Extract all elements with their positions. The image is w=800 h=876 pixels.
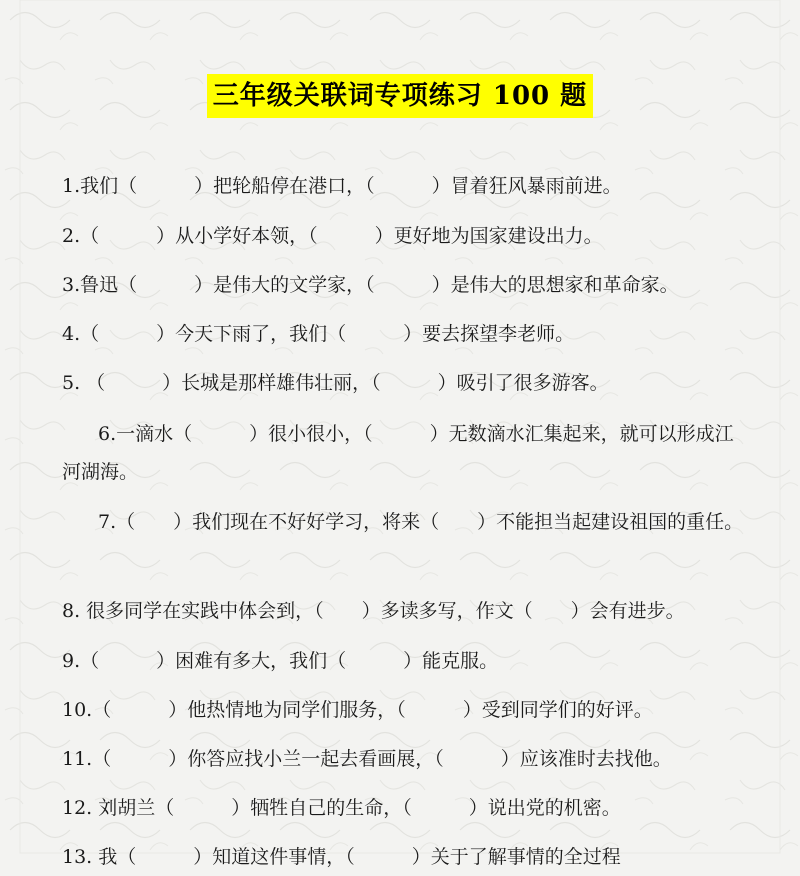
question-11: 11.（ ）你答应找小兰一起去看画展，（ ）应该准时去找他。 [62, 748, 672, 770]
question-12: 12. 刘胡兰（ ）牺牲自己的生命，（ ）说出党的机密。 [62, 797, 621, 819]
question-5: 5. （ ）长城是那样雄伟壮丽，（ ）吸引了很多游客。 [62, 372, 609, 394]
title-container [0, 74, 800, 118]
question-3: 3.鲁迅（ ）是伟大的文学家，（ ）是伟大的思想家和革命家。 [62, 274, 679, 296]
question-1: 1.我们（ ）把轮船停在港口，（ ）冒着狂风暴雨前进。 [62, 175, 622, 197]
question-2: 2.（ ）从小学好本领，（ ）更好地为国家建设出力。 [62, 225, 603, 247]
question-13: 13. 我（ ）知道这件事情，（ ）关于了解事情的全过程 [62, 846, 621, 868]
question-7: 7.（ ）我们现在不好好学习，将来（ ）不能担当起建设祖国的重任。 [98, 511, 744, 533]
question-8: 8. 很多同学在实践中体会到，（ ）多读多写，作文（ ）会有进步。 [62, 600, 685, 622]
question-6: 6.一滴水（ ）很小很小，（ ）无数滴水汇集起来，就可以形成江河湖海。 [62, 423, 734, 483]
question-4: 4.（ ）今天下雨了，我们（ ）要去探望李老师。 [62, 323, 575, 345]
page-title: 三年级关联词专项练习 100 题 [207, 74, 593, 118]
question-10: 10.（ ）他热情地为同学们服务，（ ）受到同学们的好评。 [62, 699, 653, 721]
question-9: 9.（ ）困难有多大，我们（ ）能克服。 [62, 650, 499, 672]
